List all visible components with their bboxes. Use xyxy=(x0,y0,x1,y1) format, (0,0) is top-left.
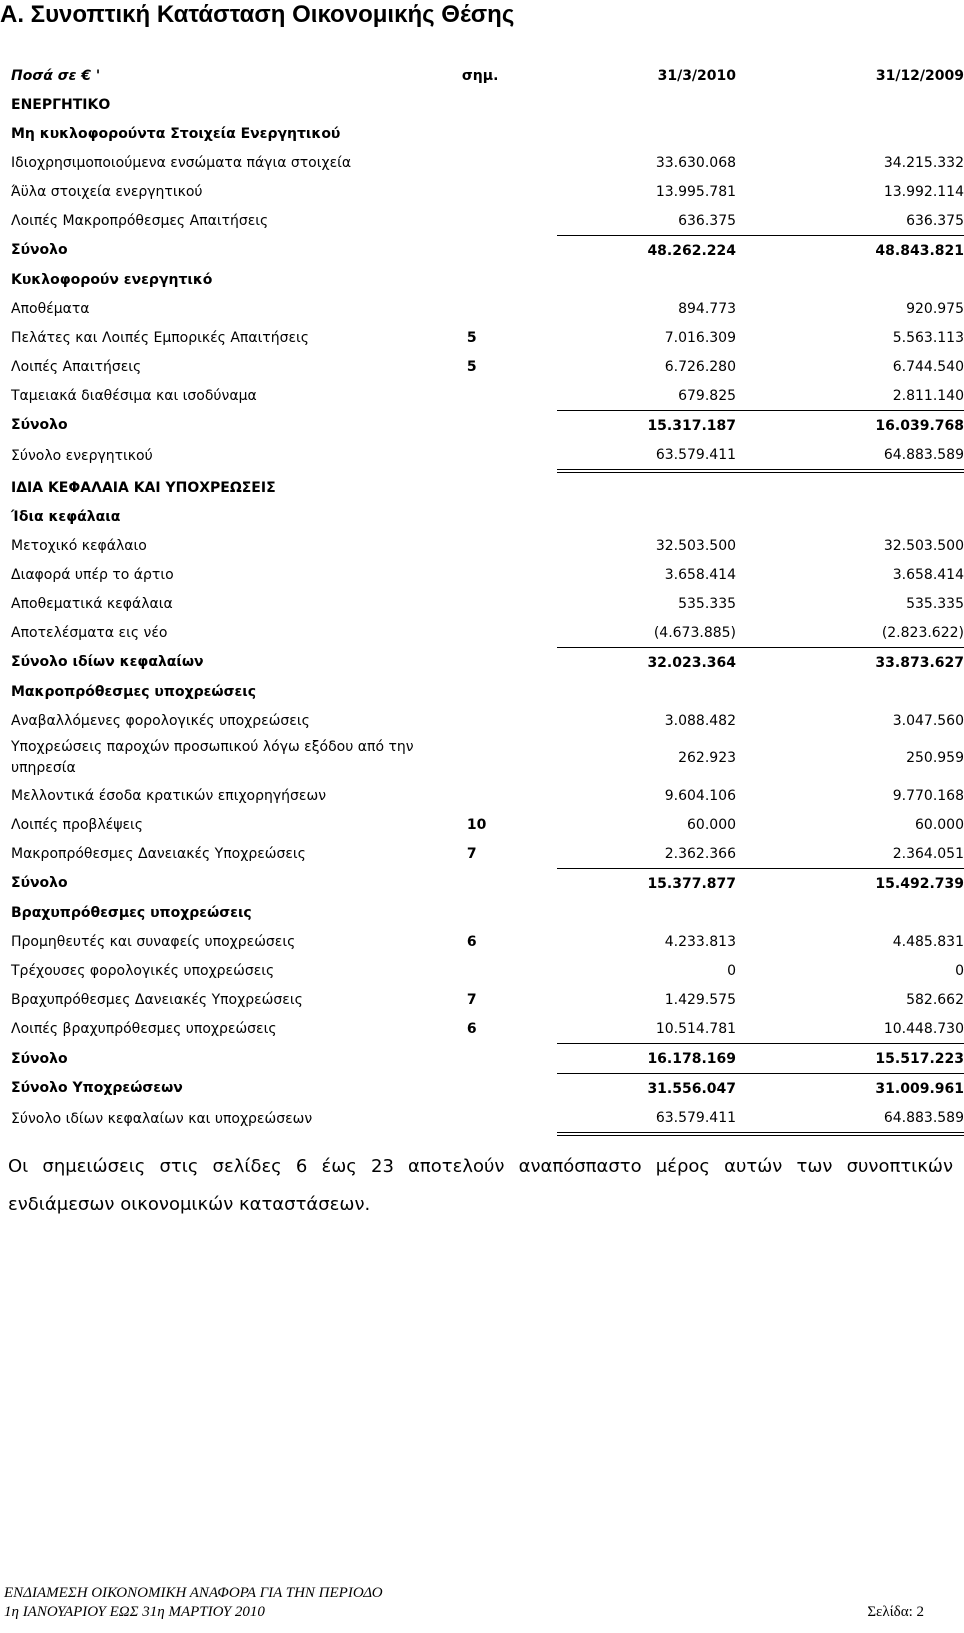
value-31-3-2010: 636.375 xyxy=(678,212,737,229)
row-label: Σύνολο ιδίων κεφαλαίων xyxy=(11,654,204,671)
value-31-3-2010: 1.429.575 xyxy=(664,991,737,1008)
value-31-12-2009: 920.975 xyxy=(906,300,964,317)
value-31-3-2010: 0 xyxy=(727,962,737,979)
value-31-12-2009: 6.744.540 xyxy=(892,358,964,375)
value-31-3-2010: 15.377.877 xyxy=(557,869,736,899)
row-label: Σύνολο xyxy=(11,242,68,259)
subsection-heading: Βραχυπρόθεσμες υποχρεώσεις xyxy=(11,904,252,921)
row-label: Λοιπές Μακροπρόθεσμες Απαιτήσεις xyxy=(11,212,269,229)
value-31-12-2009: 2.811.140 xyxy=(892,387,964,404)
table-row xyxy=(8,839,964,869)
value-31-12-2009: 10.448.730 xyxy=(883,1020,964,1037)
row-note xyxy=(462,531,557,560)
value-31-3-2010: 262.923 xyxy=(678,750,737,766)
value-31-3-2010: 48.262.224 xyxy=(557,236,736,266)
value-31-12-2009: 32.503.500 xyxy=(883,537,964,554)
row-label: Ιδιοχρησιμοποιούμενα ενσώματα πάγια στοιχεία xyxy=(11,154,352,171)
value-31-12-2009: 3.047.560 xyxy=(892,712,964,729)
row-label: Σύνολο Υποχρεώσεων xyxy=(11,1080,183,1097)
row-label: Υποχρεώσεις παροχών προσωπικού λόγω εξόδου από την υπηρεσία xyxy=(11,739,414,776)
row-note xyxy=(462,618,557,648)
table-row xyxy=(8,956,964,985)
value-31-12-2009: 48.843.821 xyxy=(736,236,964,266)
subsection-heading: Μη κυκλοφορούντα Στοιχεία Ενεργητικού xyxy=(11,125,341,142)
subsection-heading: Ίδια κεφάλαια xyxy=(11,508,121,525)
row-label: Βραχυπρόθεσμες Δανειακές Υποχρεώσεις xyxy=(11,991,303,1008)
value-31-3-2010: 33.630.068 xyxy=(655,154,737,171)
section-heading: ΙΔΙΑ ΚΕΦΑΛΑΙΑ ΚΑΙ ΥΠΟΧΡΕΩΣΕΙΣ xyxy=(11,479,276,496)
section-heading-row xyxy=(8,90,964,119)
value-31-3-2010: 63.579.411 xyxy=(557,1103,736,1134)
value-31-3-2010: 32.503.500 xyxy=(655,537,737,554)
value-31-12-2009: 64.883.589 xyxy=(736,1103,964,1134)
total-row xyxy=(8,1074,964,1104)
table-header-row xyxy=(8,61,964,90)
financial-position-table xyxy=(8,61,964,1136)
row-note xyxy=(462,381,557,411)
table-row xyxy=(8,810,964,839)
page-number: Σελίδα: 2 xyxy=(867,1604,924,1620)
value-31-3-2010: 535.335 xyxy=(678,595,737,612)
row-label: Πελάτες και Λοιπές Εμπορικές Απαιτήσεις xyxy=(11,329,310,346)
table-row xyxy=(8,735,964,781)
subsection-heading: Κυκλοφορούν ενεργητικό xyxy=(11,271,213,288)
row-label: Μελλοντικά έσοδα κρατικών επιχορηγήσεων xyxy=(11,787,327,804)
row-label: Μετοχικό κεφάλαιο xyxy=(11,537,147,554)
row-label: Αποτελέσματα εις νέο xyxy=(11,624,168,641)
total-row xyxy=(8,1103,964,1134)
value-31-12-2009: 582.662 xyxy=(906,991,964,1008)
section-heading-row xyxy=(8,119,964,148)
value-31-3-2010: 3.658.414 xyxy=(664,566,737,583)
row-note xyxy=(462,294,557,323)
table-row xyxy=(8,589,964,618)
footer-report-title: ΕΝΔΙΑΜΕΣΗ ΟΙΚΟΝΟΜΙΚΗ ΑΝΑΦΟΡΑ ΓΙΑ ΤΗΝ ΠΕΡΙΟΔΟ xyxy=(4,1585,383,1601)
total-row xyxy=(8,411,964,441)
value-31-12-2009: 33.873.627 xyxy=(736,648,964,678)
value-31-12-2009: 250.959 xyxy=(906,750,964,766)
value-31-12-2009: 16.039.768 xyxy=(736,411,964,441)
column-header-2010: 31/3/2010 xyxy=(657,67,737,84)
row-note xyxy=(462,177,557,206)
table-row xyxy=(8,206,964,236)
total-row xyxy=(8,648,964,678)
row-note xyxy=(462,148,557,177)
row-note xyxy=(462,781,557,810)
total-row xyxy=(8,1044,964,1074)
row-note xyxy=(462,735,557,781)
value-31-3-2010: 6.726.280 xyxy=(664,358,737,375)
value-31-3-2010: 60.000 xyxy=(687,816,737,833)
row-note xyxy=(462,1103,557,1134)
amounts-label: Ποσά σε € ' xyxy=(11,67,101,84)
value-31-12-2009: 2.364.051 xyxy=(892,845,964,862)
value-31-3-2010: 9.604.106 xyxy=(664,787,737,804)
value-31-3-2010: 7.016.309 xyxy=(664,329,737,346)
row-note xyxy=(462,706,557,735)
page-footer xyxy=(4,1584,956,1622)
section-heading-row xyxy=(8,471,964,502)
row-label: Σύνολο xyxy=(11,875,68,892)
row-note xyxy=(462,1074,557,1104)
row-note: 6 xyxy=(466,933,477,950)
value-31-12-2009: 60.000 xyxy=(915,816,964,833)
value-31-3-2010: 10.514.781 xyxy=(655,1020,737,1037)
row-label: Λοιπές προβλέψεις xyxy=(11,816,143,833)
section-heading-row xyxy=(8,502,964,531)
row-label: Τρέχουσες φορολογικές υποχρεώσεις xyxy=(11,962,275,979)
value-31-12-2009: 3.658.414 xyxy=(892,566,964,583)
value-31-3-2010: 679.825 xyxy=(678,387,737,404)
value-31-12-2009: 31.009.961 xyxy=(736,1074,964,1104)
total-row xyxy=(8,236,964,266)
row-label: Άϋλα στοιχεία ενεργητικού xyxy=(11,183,203,200)
value-31-12-2009: 34.215.332 xyxy=(883,154,964,171)
section-heading: ΕΝΕΡΓΗΤΙΚΟ xyxy=(11,96,111,113)
row-note xyxy=(462,411,557,441)
value-31-3-2010: 894.773 xyxy=(678,300,737,317)
value-31-3-2010: 31.556.047 xyxy=(557,1074,736,1104)
total-row xyxy=(8,440,964,471)
subsection-heading: Μακροπρόθεσμες υποχρεώσεις xyxy=(11,683,257,700)
table-row xyxy=(8,177,964,206)
table-row xyxy=(8,706,964,735)
row-label: Προμηθευτές και συναφείς υποχρεώσεις xyxy=(11,933,296,950)
row-label: Σύνολο ιδίων κεφαλαίων και υποχρεώσεων xyxy=(11,1110,313,1127)
row-label: Διαφορά υπέρ το άρτιο xyxy=(11,566,174,583)
value-31-12-2009: 9.770.168 xyxy=(892,787,964,804)
value-31-3-2010: (4.673.885) xyxy=(653,624,737,641)
row-label: Λοιπές βραχυπρόθεσμες υποχρεώσεις xyxy=(11,1020,277,1037)
row-note: 7 xyxy=(466,845,477,862)
value-31-3-2010: 4.233.813 xyxy=(664,933,737,950)
value-31-12-2009: 13.992.114 xyxy=(883,183,964,200)
row-note xyxy=(462,236,557,266)
footer-period: 1η ΙΑΝΟΥΑΡΙΟΥ ΕΩΣ 31η ΜΑΡΤΙΟΥ 2010 xyxy=(4,1604,265,1620)
row-note xyxy=(462,648,557,678)
table-row xyxy=(8,352,964,381)
value-31-12-2009: 535.335 xyxy=(906,595,964,612)
table-row xyxy=(8,560,964,589)
value-31-12-2009: 0 xyxy=(955,962,964,979)
value-31-12-2009: 15.492.739 xyxy=(736,869,964,899)
total-row xyxy=(8,869,964,899)
row-label: Μακροπρόθεσμες Δανειακές Υποχρεώσεις xyxy=(11,845,306,862)
column-header-2009: 31/12/2009 xyxy=(875,67,964,84)
value-31-12-2009: 636.375 xyxy=(906,212,964,229)
table-row xyxy=(8,531,964,560)
row-label: Αποθέματα xyxy=(11,300,90,317)
row-label: Σύνολο xyxy=(11,1050,68,1067)
row-label: Λοιπές Απαιτήσεις xyxy=(11,358,142,375)
table-row xyxy=(8,294,964,323)
value-31-12-2009: (2.823.622) xyxy=(881,624,964,641)
table-row xyxy=(8,985,964,1014)
value-31-3-2010: 2.362.366 xyxy=(664,845,737,862)
row-note xyxy=(462,560,557,589)
row-note xyxy=(462,206,557,236)
row-note xyxy=(462,956,557,985)
value-31-12-2009: 64.883.589 xyxy=(736,440,964,471)
value-31-3-2010: 63.579.411 xyxy=(557,440,736,471)
value-31-12-2009: 4.485.831 xyxy=(892,933,964,950)
value-31-12-2009: 15.517.223 xyxy=(736,1044,964,1074)
value-31-3-2010: 32.023.364 xyxy=(557,648,736,678)
row-note: 6 xyxy=(466,1020,477,1037)
value-31-3-2010: 3.088.482 xyxy=(664,712,737,729)
row-note xyxy=(462,1044,557,1074)
row-label: Ταμειακά διαθέσιμα και ισοδύναμα xyxy=(11,387,257,404)
table-row xyxy=(8,618,964,648)
row-note: 10 xyxy=(466,816,487,833)
row-note: 7 xyxy=(466,991,477,1008)
financial-position-body xyxy=(8,61,964,1134)
value-31-12-2009: 5.563.113 xyxy=(892,329,964,346)
table-row xyxy=(8,1014,964,1044)
value-31-3-2010: 15.317.187 xyxy=(557,411,736,441)
row-note xyxy=(462,869,557,899)
row-note: 5 xyxy=(466,329,477,346)
value-31-3-2010: 13.995.781 xyxy=(655,183,737,200)
section-heading-row xyxy=(8,265,964,294)
footnote: Οι σημειώσεις στις σελίδες 6 έως 23 αποτελούν αναπόσπαστο μέρος αυτών των συνοπτικών ενδιάμεσων οικονομικών καταστάσεων. xyxy=(8,1156,953,1215)
table-row xyxy=(8,381,964,411)
page-title: Α. Συνοπτική Κατάσταση Οικονομικής Θέσης xyxy=(0,1,515,28)
table-row xyxy=(8,148,964,177)
table-row xyxy=(8,323,964,352)
row-label: Σύνολο xyxy=(11,417,68,434)
row-label: Αναβαλλόμενες φορολογικές υποχρεώσεις xyxy=(11,712,310,729)
section-heading-row xyxy=(8,898,964,927)
row-label: Σύνολο ενεργητικού xyxy=(11,447,153,464)
footer-period-line xyxy=(4,1603,956,1622)
row-note xyxy=(462,440,557,471)
table-row xyxy=(8,781,964,810)
row-note: 5 xyxy=(466,358,477,375)
row-label: Αποθεματικά κεφάλαια xyxy=(11,595,173,612)
section-heading-row xyxy=(8,677,964,706)
table-row xyxy=(8,927,964,956)
value-31-3-2010: 16.178.169 xyxy=(557,1044,736,1074)
note-column-header: σημ. xyxy=(461,67,499,84)
row-note xyxy=(462,589,557,618)
